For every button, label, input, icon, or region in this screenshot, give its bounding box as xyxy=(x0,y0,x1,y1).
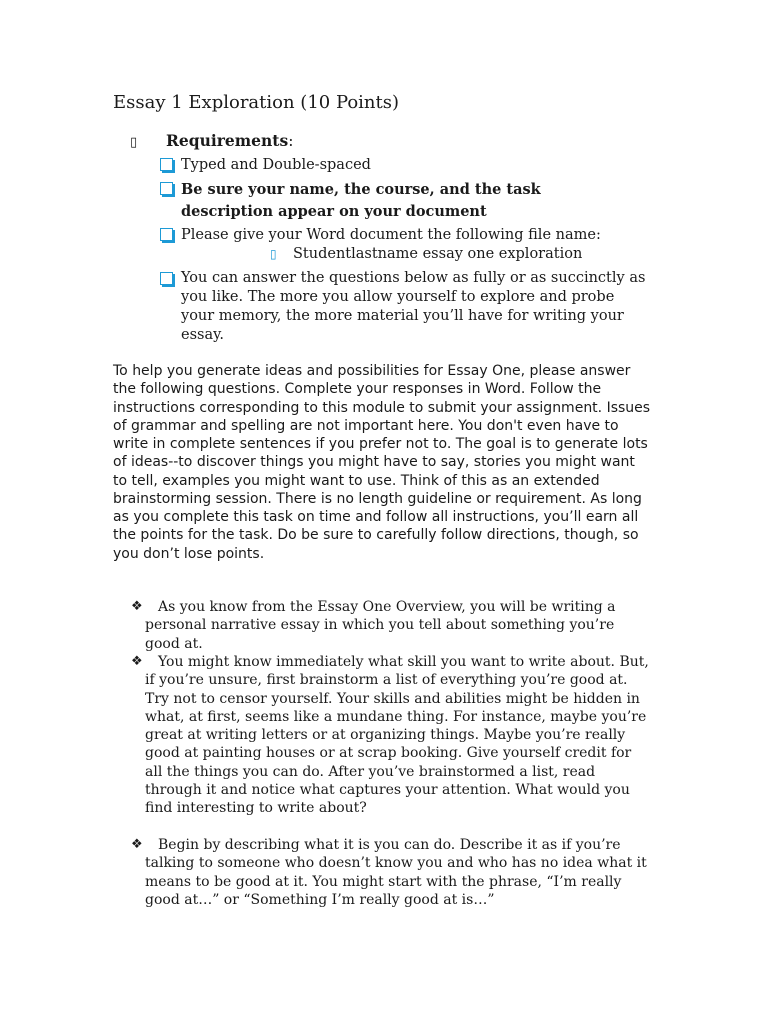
file-name-text: Studentlastname essay one exploration xyxy=(293,246,583,262)
requirement-text: Be sure your name, the course, and the task description appear on your document xyxy=(181,181,541,220)
requirement-text: Please give your Word document the following file name: xyxy=(181,227,601,243)
bullet-text: As you know from the Essay One Overview, you will be writing a personal narrative essay in which you tell about something you’re good at. xyxy=(145,599,616,652)
requirement-text: Typed and Double-spaced xyxy=(181,157,371,173)
bullet-text: You might know immediately what skill you want to write about. But, if you’re unsure, first brainstorm a list of everything you’re good at. Try not to censor yourself. Your skills and abilities might be hidden in what, at first, seems like a mundane thing. For instance, maybe you’re great at writing letters or at organizing things. Maybe you’re really good at painting houses or at scrap booking. Give yourself credit for all the things you can do. After you’ve brainstormed a list, read through it and notice what captures your attention. What would you find interesting to write about? xyxy=(145,654,649,817)
requirement-item xyxy=(160,155,660,175)
bullet-text: Begin by describing what it is you can do. Describe it as if you’re talking to someone who doesn’t know you and who has no idea what it means to be good at it. You might start with the phrase, “I’m really good at…” or “Something I’m really good at is…” xyxy=(145,837,647,908)
requirements-label: Requirements xyxy=(166,131,289,150)
requirements-colon: : xyxy=(288,132,294,150)
checkbox-square-icon xyxy=(160,272,173,285)
missing-glyph-icon: ▯ xyxy=(130,135,138,150)
list-item xyxy=(131,836,651,909)
requirement-item xyxy=(160,179,580,223)
requirement-item xyxy=(160,225,660,245)
requirement-item xyxy=(160,269,650,345)
list-item xyxy=(131,653,651,818)
intro-paragraph: To help you generate ideas and possibilities for Essay One, please answer the following questions. Complete your responses in Word. Follow the instructions corresponding to this module to submit your assignment. Issues of grammar and spelling are not important here. You don't even have to write in complete sentences if you prefer not to. The goal is to generate lots of ideas--to discover things you might have to say, stories you might want to tell, examples you might want to use. Think of this as an extended brainstorming session. There is no length guideline or requirement. As long as you complete this task on time and follow all instructions, you’ll earn all the points for the task. Do be sure to carefully follow directions, though, so you don’t lose points. xyxy=(113,363,651,562)
checkbox-square-icon xyxy=(160,158,173,171)
requirements-heading xyxy=(130,131,293,150)
list-item xyxy=(131,598,651,653)
document-title: Essay 1 Exploration (10 Points) xyxy=(113,92,400,113)
diamond-bullet-icon: ❖ xyxy=(131,599,143,614)
checkbox-square-icon xyxy=(160,228,173,241)
checkbox-square-icon xyxy=(160,182,173,195)
diamond-bullet-icon: ❖ xyxy=(131,654,143,669)
diamond-bullet-icon: ❖ xyxy=(131,837,143,852)
file-name-example xyxy=(270,246,582,262)
missing-glyph-icon: ▯ xyxy=(270,247,277,261)
requirement-text: You can answer the questions below as fully or as succinctly as you like. The more you allow yourself to explore and probe your memory, the more material you’ll have for writing your essay. xyxy=(181,270,646,343)
